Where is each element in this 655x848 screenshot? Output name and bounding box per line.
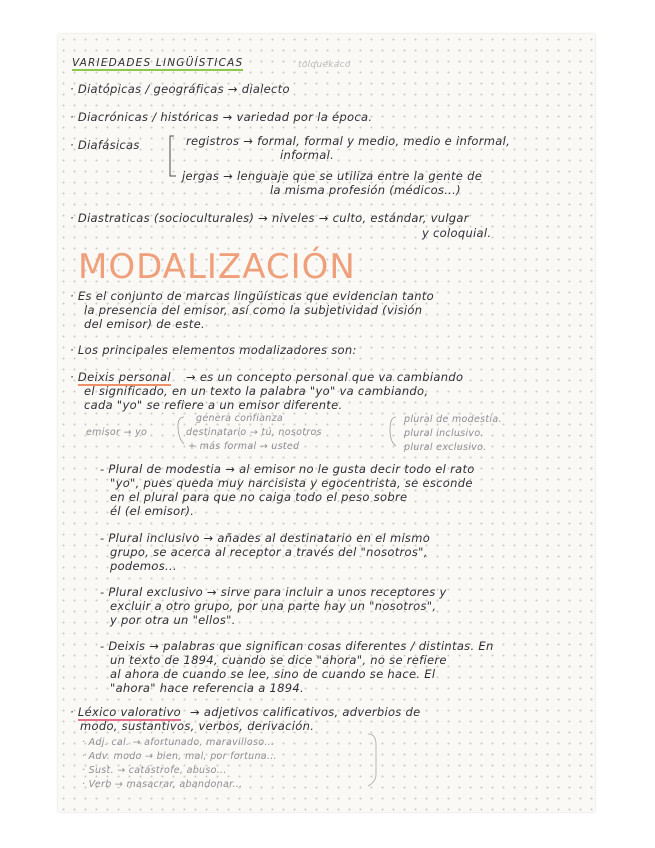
watermark-text: tolquekaco xyxy=(298,60,351,70)
plural-exclusivo-line-2: excluir a otro grupo, por una parte hay un "nosotros", xyxy=(110,599,437,613)
definition-line-2: la presencia del emisor, así como la subjetividad (visión xyxy=(84,303,423,317)
plural-inclusivo-line-3: podemos... xyxy=(110,559,177,573)
list-item-diafasicas: · Diafásicas xyxy=(70,138,140,152)
definition-line-3: del emisor) de este. xyxy=(84,317,205,331)
jergas-line: jergas → lenguaje que se utiliza entre la gente de xyxy=(182,169,483,183)
lexico-example-4: · Verb → masacrar, abandonar... xyxy=(82,779,243,790)
deixis-temporal-line-4: "ahora" hace referencia a 1894. xyxy=(110,681,304,695)
diastraticas-line-2: y coloquial. xyxy=(422,226,492,240)
deixis-line-2: el significado, en un texto la palabra "yo" va cambiando, xyxy=(84,384,429,398)
diagram-mid-3: + más formal → usted xyxy=(188,441,300,452)
page-title: MODALIZACIÓN xyxy=(78,247,356,287)
intro-line: · Los principales elementos modalizadores son: xyxy=(70,343,357,357)
plural-inclusivo-line-2: grupo, se acerca al receptor a través del "nosotros", xyxy=(110,545,428,559)
list-item-diacronicas: · Diacrónicas / históricas → variedad por la época. xyxy=(70,110,373,124)
diagram-right-1: plural de modestia. xyxy=(404,414,502,425)
lexico-example-3: · Sust. → catástrofe, abuso... xyxy=(82,765,227,776)
diafasicas-brace xyxy=(170,136,176,176)
lexico-term: · Léxico valorativo xyxy=(70,705,181,719)
plural-exclusivo-line-3: y por otra un "ellos". xyxy=(110,613,236,627)
registros-line: registros → formal, formal y medio, medio e informal, xyxy=(186,134,511,148)
deixis-line-1: → es un concepto personal que va cambiando xyxy=(186,370,464,384)
registros-line-2: informal. xyxy=(280,148,335,162)
deixis-term-label: Deixis personal xyxy=(77,370,171,384)
lexico-example-1: · Adj. cal. → afortunado, maravilloso... xyxy=(82,737,275,748)
deixis-temporal-line-3: al ahora de cuando se lee, sino de cuando se hace. El xyxy=(110,667,436,681)
deixis-temporal-line-1: - Deixis → palabras que significan cosas diferentes / distintas. En xyxy=(100,639,494,653)
diagram-emisor: emisor → yo xyxy=(86,427,148,438)
diagram-right-3: plural exclusivo. xyxy=(404,442,487,453)
lexico-term-label: Léxico valorativo xyxy=(77,705,181,719)
lexico-line-1: → adjetivos calificativos, adverbios de xyxy=(190,705,421,719)
diagram-mid-1: genera confianza xyxy=(196,413,283,424)
plural-modestia-line-2: "yo", pues queda muy narcisista y egocentrista, se esconde xyxy=(110,476,473,490)
diagram-right-2: plural inclusivo. xyxy=(404,428,484,439)
diagram-mid-2: destinatario → tú, nosotros xyxy=(186,427,322,438)
plural-inclusivo-line-1: - Plural inclusivo → añades al destinatario en el mismo xyxy=(100,531,431,545)
list-item-diastraticas: · Diastraticas (socioculturales) → niveles → culto, estándar, vulgar xyxy=(70,211,469,225)
plural-modestia-line-3: en el plural para que no caiga todo el peso sobre xyxy=(110,490,408,504)
lexico-line-2: modo, sustantivos, verbos, derivación. xyxy=(80,719,315,733)
deixis-line-3: cada "yo" se refiere a un emisor diferente. xyxy=(84,398,343,412)
lexico-brace xyxy=(368,734,376,786)
deixis-term: · Deixis personal xyxy=(70,370,171,384)
definition-line-1: · Es el conjunto de marcas lingüísticas que evidencian tanto xyxy=(70,289,434,303)
bracket-drawings xyxy=(58,34,595,812)
plural-modestia-line-4: él (el emisor). xyxy=(110,504,195,518)
deixis-temporal-line-2: un texto de 1894, cuando se dice "ahora", no se refiere xyxy=(110,653,447,667)
jergas-line-2: la misma profesión (médicos...) xyxy=(270,183,461,197)
lexico-example-2: · Adv. modo → bien, mal, por fortuna... xyxy=(82,751,277,762)
plural-modestia-line-1: - Plural de modestia → al emisor no le gusta decir todo el rato xyxy=(100,462,475,476)
notebook-page xyxy=(58,34,595,812)
section-heading: VARIEDADES LINGÜÍSTICAS xyxy=(72,57,244,69)
plural-exclusivo-line-1: - Plural exclusivo → sirve para incluir a unos receptores y xyxy=(100,585,447,599)
list-item-diatopicas: · Diatópicas / geográficas → dialecto xyxy=(70,82,290,96)
diagram-brace-left xyxy=(178,417,184,444)
diagram-brace-right xyxy=(390,417,396,446)
